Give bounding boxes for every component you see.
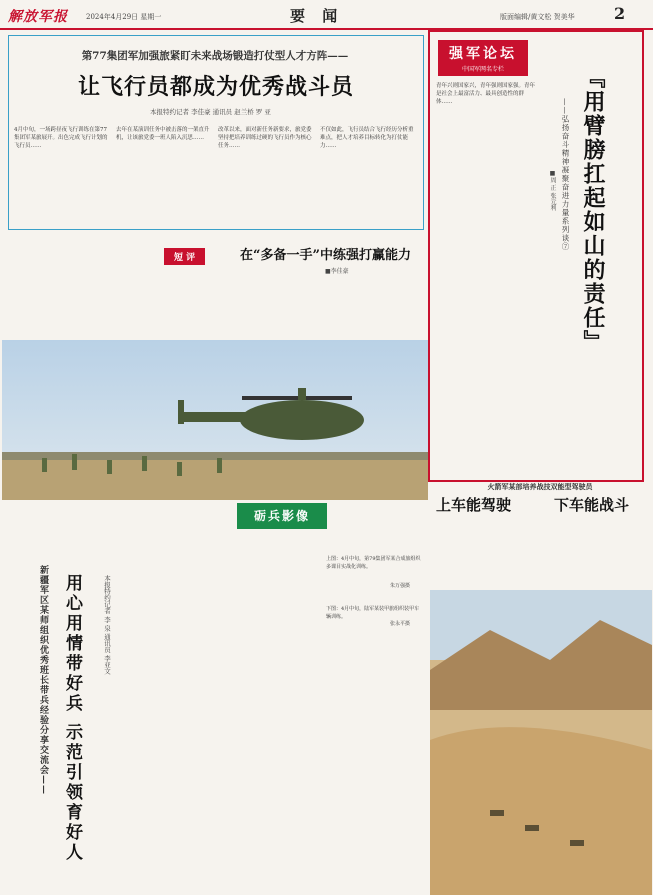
- column-subtitle: ——弘扬奋斗精神凝聚奋进力量系列谈⑦: [561, 98, 570, 251]
- left-article-title: 用心用情带好兵 示范引领育好人: [62, 574, 82, 863]
- page-number: 2: [614, 4, 626, 23]
- lead-byline: 本报特约记者 李佳豪 通讯员 赵兰桥 罗 亚: [150, 108, 271, 116]
- column-author: ■周 正 张元利: [549, 170, 556, 211]
- photo-feature-stamp: 砺兵影像: [237, 503, 327, 529]
- column-badge: [438, 40, 528, 76]
- left-article-byline: 本报特约记者 李 泉 通讯员 李亚文: [103, 575, 111, 675]
- lead-kicker: 第77集团军加强旅紧盯未来战场锻造打仗型人才方阵——: [81, 50, 349, 62]
- photo-caption-top: 上图：4月中旬，第79集团军某合成旅组织多课目实战化训练。: [326, 556, 421, 570]
- fire-article-title-left: 上车能驾驶: [436, 496, 512, 514]
- lead-title: 让飞行员都成为优秀战斗员: [77, 74, 354, 100]
- photo-caption-bottom: 下图：4月中旬，陆军某装甲旅组织装甲车辆训练。: [326, 606, 420, 620]
- lead-body-col4: 不仅如此，飞行员结合飞行经历分析重难点，把人才培养目标转化为打仗能力……: [320, 127, 414, 149]
- issue-date: 2024年4月29日 星期一: [86, 13, 162, 21]
- fire-article-title-right: 下车能战斗: [554, 496, 630, 514]
- newspaper-logo: 解放军报: [8, 9, 68, 25]
- column-badge-subtitle: 中国军网名专栏: [461, 66, 504, 73]
- short-commentary-label: 短 评: [164, 248, 205, 265]
- short-commentary-title: 在“多备一手”中练强打赢能力: [240, 248, 411, 263]
- photo-credit-bottom: 张永平摄: [390, 621, 411, 627]
- lead-body-col1: 4月中旬，一场跨昼夜飞行训练在第77集团军某旅展开。出色完成飞行计划的飞行员……: [14, 127, 108, 149]
- photo-credit-top: 朱万强摄: [390, 583, 411, 589]
- column-body: 青年兴则国家兴，青年强则国家强。青年是社会上最富活力、最具创造性的群体……: [436, 83, 536, 105]
- lead-body-col3: 改革以来，面对新任务新要求，旅党委坚持把培养训练过硬的飞行员作为核心任务……: [218, 127, 312, 149]
- desert-convoy-photo: [430, 590, 652, 895]
- column-badge-title: 强军论坛: [449, 46, 517, 62]
- left-article-kicker: 新疆军区某师组织优秀班长带兵经验分享交流会——: [38, 565, 48, 795]
- column-title: 『用臂膀扛起如山的责任』: [580, 66, 606, 354]
- fire-article-kicker: 火箭军某部培养战技双能型驾驶员: [487, 482, 593, 491]
- helicopter-training-photo: [2, 340, 428, 500]
- section-title: 要 闻: [290, 7, 344, 25]
- short-commentary-byline: ■李佳豪: [325, 268, 349, 275]
- page-editors: 版面编辑/黄文松 贺美华: [500, 13, 575, 21]
- lead-body-col2: 去年在某演训任务中被击落的一架直升机，让该旅党委一班人陷入沉思……: [116, 127, 210, 141]
